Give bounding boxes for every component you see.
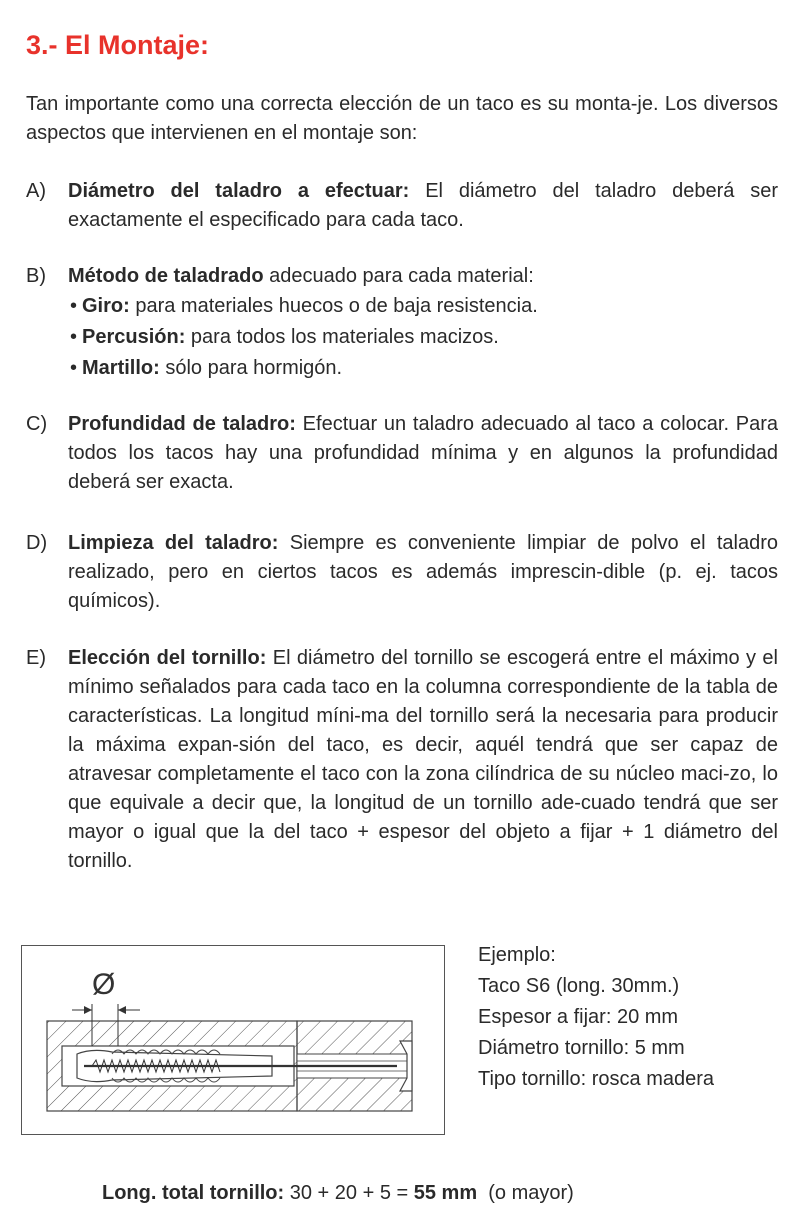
example-line: Diámetro tornillo: 5 mm xyxy=(478,1037,685,1059)
bullet-text: sólo para hormigón. xyxy=(159,357,343,379)
item-d xyxy=(26,529,778,616)
bullet-heading: Giro: xyxy=(82,295,130,317)
example-line: Ejemplo: xyxy=(478,944,556,966)
example-line: Espesor a fijar: 20 mm xyxy=(478,1006,679,1028)
bullet-text: para todos los materiales macizos. xyxy=(185,326,499,348)
item-letter: B) xyxy=(26,265,46,287)
total-formula: 30 + 20 + 5 = xyxy=(284,1182,414,1204)
item-heading: Limpieza del taladro: xyxy=(68,532,279,554)
item-text: adecuado para cada material: xyxy=(263,265,534,287)
bullet-text: para materiales huecos o de baja resistencia. xyxy=(129,295,538,317)
item-letter: D) xyxy=(26,532,48,554)
anchor-diagram xyxy=(21,945,445,1135)
item-a xyxy=(26,177,778,235)
item-c xyxy=(26,410,778,497)
item-e xyxy=(26,644,778,876)
method-list xyxy=(70,291,778,384)
item-text: Efectuar un taladro adecuado al taco a colocar. Para todos los tacos hay una profundidad mínima y en algunos la profundidad deberá ser exacta. xyxy=(68,413,779,493)
item-heading: Método de taladrado xyxy=(68,265,264,287)
diameter-symbol: Ø xyxy=(92,968,116,1001)
item-text: El diámetro del tornillo se escogerá entre el máximo y el mínimo señalados para cada taco en la columna correspondiente de la tabla de características. La longitud míni-ma del tornillo será la necesaria para producir la máxima expan-sión del taco, es decir, aquél tendrá que ser capaz de atravesar completamente el taco con la zona cilíndrica de su núcleo maci-zo, lo que equivale a decir que, la longitud de un tornillo ade-cuado tendrá que ser mayor o igual que la del taco + espesor del objeto a fijar + 1 diámetro del tornillo. xyxy=(68,647,778,872)
anchor-illustration xyxy=(22,946,443,1133)
item-heading: Diámetro del taladro a efectuar: xyxy=(68,180,410,202)
total-label: Long. total tornillo: xyxy=(102,1182,285,1204)
item-b xyxy=(26,262,778,384)
item-heading: Profundidad de taladro: xyxy=(68,413,296,435)
example-box xyxy=(478,940,714,1095)
total-result: 55 mm xyxy=(413,1182,478,1204)
list-item: • Martillo: sólo para hormigón. xyxy=(70,357,343,379)
example-line: Taco S6 (long. 30mm.) xyxy=(478,975,680,997)
item-letter: C) xyxy=(26,413,48,435)
item-letter: A) xyxy=(26,180,46,202)
bullet-heading: Martillo: xyxy=(82,357,160,379)
list-item: • Giro: para materiales huecos o de baja resistencia. xyxy=(70,295,538,317)
list-item: • Percusión: para todos los materiales macizos. xyxy=(70,326,499,348)
intro-paragraph: Tan importante como una correcta elección de un taco es su monta-je. Los diversos aspectos que intervienen en el montaje son: xyxy=(26,93,778,144)
item-text: Siempre es conveniente limpiar de polvo el taladro realizado, pero en ciertos tacos es además imprescin-dible (p. ej. tacos químicos). xyxy=(68,532,778,612)
example-line: Tipo tornillo: rosca madera xyxy=(478,1068,715,1090)
total-length xyxy=(102,1182,574,1205)
page-title: 3.- El Montaje: xyxy=(26,30,210,60)
total-note: (o mayor) xyxy=(477,1182,574,1204)
item-letter: E) xyxy=(26,647,46,669)
item-heading: Elección del tornillo: xyxy=(68,647,267,669)
item-text: El diámetro del taladro deberá ser exactamente el especificado para cada taco. xyxy=(68,180,779,231)
bullet-heading: Percusión: xyxy=(82,326,186,348)
